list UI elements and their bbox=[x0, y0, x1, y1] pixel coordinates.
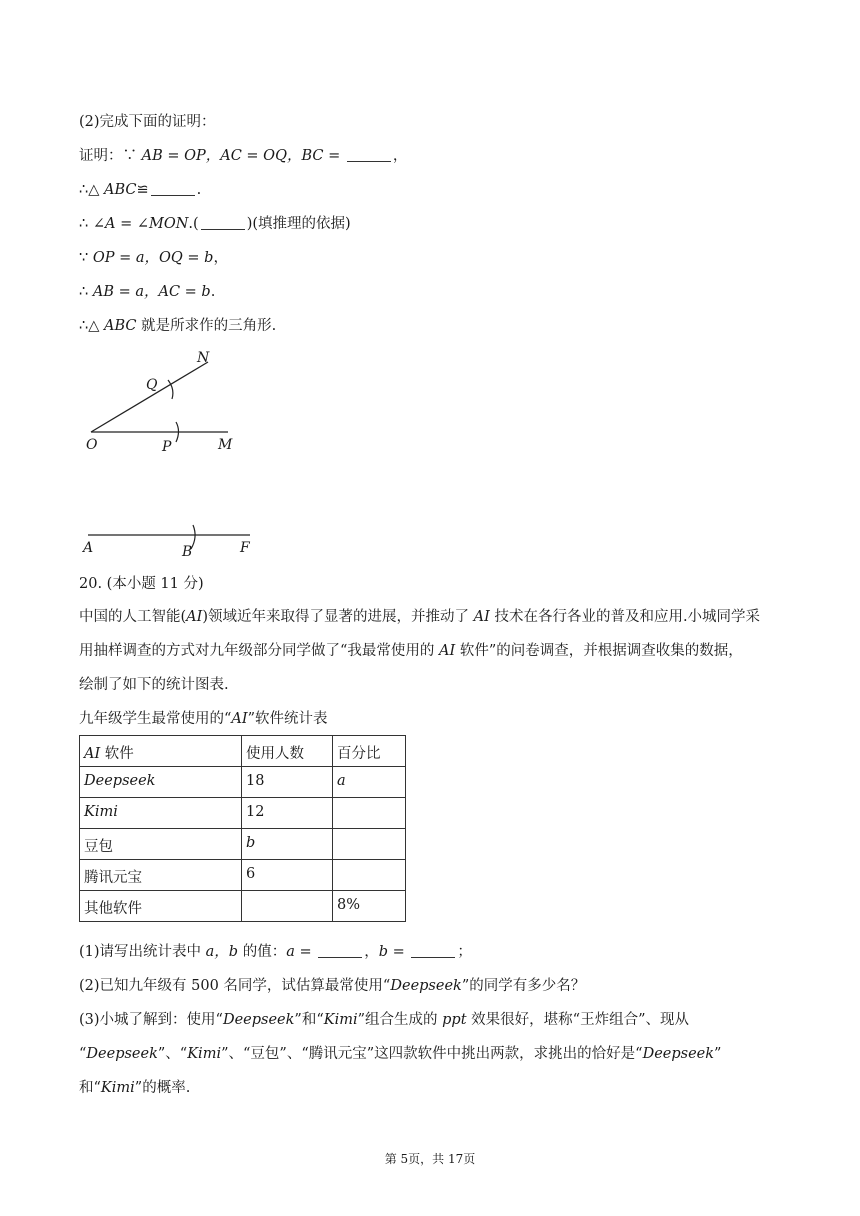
question-2 bbox=[79, 976, 585, 996]
math: ABC bbox=[104, 318, 137, 334]
text: ”、“豆包”、“腾讯元宝”这四款软件中挑出两款，求挑出的恰好是“ bbox=[221, 1046, 643, 1062]
text: ∵ bbox=[79, 250, 93, 266]
page-footer: 第 5页，共 17页 bbox=[384, 1152, 476, 1166]
cell-software: Kimi bbox=[80, 798, 242, 829]
table-row bbox=[80, 798, 406, 829]
text: 绘制了如下的统计图表. bbox=[79, 677, 229, 693]
cell-percent bbox=[333, 860, 406, 891]
question-3-line-2 bbox=[79, 1044, 721, 1064]
text: )领域近年来取得了显著的进展，并推动了 bbox=[202, 609, 474, 625]
math: AI bbox=[439, 643, 456, 659]
text: )(填推理的依据) bbox=[246, 216, 351, 232]
table-header-row bbox=[80, 736, 406, 767]
math: Deepseek bbox=[390, 978, 462, 994]
intro-line-3 bbox=[79, 675, 229, 695]
label-M: M bbox=[218, 437, 233, 453]
text: ∴△ bbox=[79, 182, 104, 198]
math: AI bbox=[473, 609, 490, 625]
label-P: P bbox=[162, 439, 172, 455]
text: 20. (本小题 11 分) bbox=[79, 576, 204, 592]
cell-count bbox=[242, 891, 333, 922]
math: ABC bbox=[104, 182, 137, 198]
math: Deepseek bbox=[642, 1046, 715, 1062]
proof-heading-text: (2)完成下面的证明： bbox=[79, 114, 216, 130]
math: AI bbox=[231, 711, 248, 727]
math: Deepseek bbox=[86, 1046, 158, 1062]
label-Q: Q bbox=[146, 377, 158, 393]
cell-percent bbox=[333, 829, 406, 860]
text: ∴△ bbox=[79, 318, 104, 334]
answer-blank-b[interactable] bbox=[411, 943, 455, 958]
text: ， bbox=[392, 148, 408, 164]
ray-ON bbox=[91, 362, 208, 432]
table-row bbox=[80, 860, 406, 891]
question-3-line-3 bbox=[79, 1078, 190, 1098]
math: AB = a，AC = b bbox=[92, 284, 211, 300]
cell-software: 豆包 bbox=[80, 829, 242, 860]
cell-software: 其他软件 bbox=[80, 891, 242, 922]
text: 九年级学生最常使用的“ bbox=[79, 711, 232, 727]
text: 软件”的问卷调查，并根据调查收集的数据， bbox=[455, 643, 743, 659]
label-O: O bbox=[86, 437, 98, 453]
text: 和“ bbox=[79, 1080, 101, 1096]
table-row bbox=[80, 829, 406, 860]
math: a = bbox=[286, 944, 317, 960]
math: ∠A = ∠MON bbox=[92, 216, 189, 232]
math: Deepseek bbox=[222, 1012, 295, 1028]
text: 的值： bbox=[238, 944, 287, 960]
cell-count: 18 bbox=[242, 767, 333, 798]
text: 用抽样调查的方式对九年级部分同学做了“我最常使用的 bbox=[79, 643, 440, 659]
text: . bbox=[210, 284, 216, 300]
math: Kimi bbox=[187, 1046, 222, 1062]
cell-software: Deepseek bbox=[80, 767, 242, 798]
cell-count: b bbox=[242, 829, 333, 860]
text: ， bbox=[364, 944, 379, 960]
text: . bbox=[196, 182, 202, 198]
intro-line-1 bbox=[79, 607, 760, 627]
table-row bbox=[80, 767, 406, 798]
table-row bbox=[80, 891, 406, 922]
text: (1)请写出统计表中 bbox=[79, 944, 206, 960]
math: OP = a，OQ = b bbox=[92, 250, 214, 266]
text: (2)已知九年级有 500 名同学，试估算最常使用“ bbox=[79, 978, 391, 994]
text: “ bbox=[79, 1046, 87, 1062]
header-percent: 百分比 bbox=[333, 736, 406, 767]
text: ”的同学有多少名？ bbox=[461, 978, 586, 994]
text: 中国的人工智能( bbox=[79, 609, 187, 625]
math: b = bbox=[378, 944, 410, 960]
text: ”软件统计表 bbox=[247, 711, 328, 727]
label-N: N bbox=[197, 350, 210, 366]
text: 技术在各行各业的普及和应用.小城同学采 bbox=[489, 609, 761, 625]
text: ∴ bbox=[79, 216, 93, 232]
header-count: 使用人数 bbox=[242, 736, 333, 767]
text: ”、“ bbox=[157, 1046, 188, 1062]
text: ”和“ bbox=[294, 1012, 324, 1028]
answer-blank-a[interactable] bbox=[318, 943, 362, 958]
header-software bbox=[80, 736, 242, 767]
math: AI bbox=[186, 609, 203, 625]
text: ∴ bbox=[79, 284, 93, 300]
cell-percent: a bbox=[333, 767, 406, 798]
label-F: F bbox=[240, 540, 250, 556]
text: ； bbox=[457, 944, 472, 960]
cell-software: 腾讯元宝 bbox=[80, 860, 242, 891]
label-B: B bbox=[182, 544, 193, 560]
cell-percent bbox=[333, 798, 406, 829]
table-title bbox=[79, 709, 328, 729]
text: 软件 bbox=[100, 746, 134, 762]
geometry-figure bbox=[0, 0, 860, 570]
intro-line-2 bbox=[79, 641, 743, 661]
question-1 bbox=[79, 942, 472, 962]
text: 就是所求作的三角形. bbox=[136, 318, 277, 334]
math: a，b bbox=[205, 944, 239, 960]
statistics-table bbox=[79, 735, 406, 922]
text: ”组合生成的 bbox=[357, 1012, 443, 1028]
text: (3)小城了解到：使用“ bbox=[79, 1012, 223, 1028]
question-3-line-1 bbox=[79, 1010, 689, 1030]
text: 证明：∵ bbox=[79, 148, 142, 164]
math: AB = OP，AC = OQ，BC = bbox=[141, 148, 345, 164]
problem-number bbox=[79, 574, 204, 594]
label-A: A bbox=[83, 540, 94, 556]
cell-count: 6 bbox=[242, 860, 333, 891]
math: AI bbox=[84, 746, 101, 762]
text: ， bbox=[213, 250, 228, 266]
math: Kimi bbox=[323, 1012, 358, 1028]
text: ”的概率. bbox=[134, 1080, 191, 1096]
text: .( bbox=[188, 216, 199, 232]
cell-count: 12 bbox=[242, 798, 333, 829]
math: Kimi bbox=[100, 1080, 135, 1096]
math: ppt bbox=[442, 1012, 467, 1028]
text: ” bbox=[714, 1046, 722, 1062]
text: 效果很好，堪称“王炸组合”、现从 bbox=[466, 1012, 689, 1028]
text: ≌ bbox=[136, 182, 149, 198]
cell-percent: 8% bbox=[333, 891, 406, 922]
